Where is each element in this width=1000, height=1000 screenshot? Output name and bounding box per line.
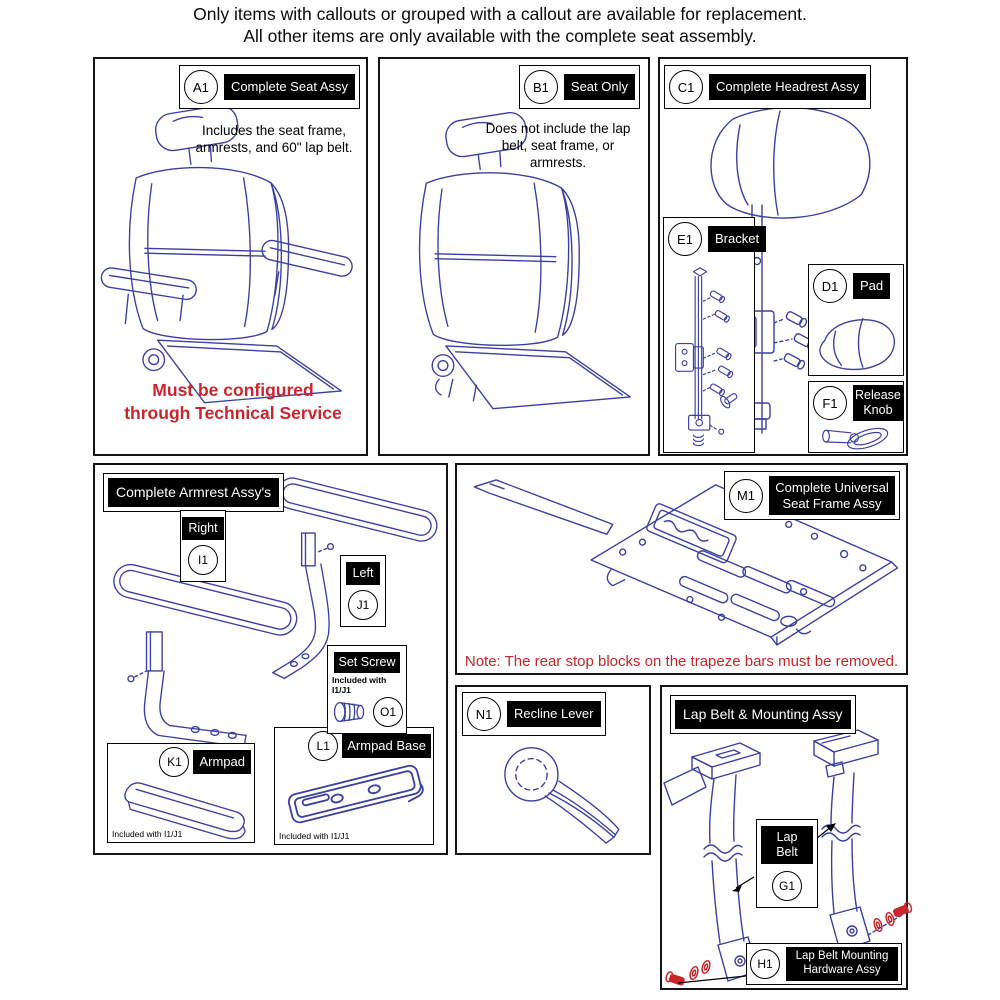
callout-circle-l1: L1	[308, 731, 338, 761]
headrest-bracket-illustration	[672, 262, 746, 448]
set-screw-label: Set Screw	[334, 652, 401, 673]
callout-circle-h1: H1	[750, 949, 780, 979]
callout-pad	[809, 265, 903, 307]
set-screw-note: Included with I1/J1	[332, 675, 387, 695]
callout-circle-g1: G1	[772, 871, 802, 901]
panel-complete-seat-assy	[93, 57, 368, 456]
header-line-1: Only items with callouts or grouped with a callout are available for replacement.	[193, 4, 807, 24]
lap-belt-label: Lap Belt	[761, 826, 813, 864]
set-screw-illustration	[331, 697, 369, 727]
recline-lever-label: Recline Lever	[507, 701, 601, 727]
panel-complete-headrest-assy	[658, 57, 908, 456]
part-box-armpad-base	[274, 727, 434, 845]
panel-seat-frame	[455, 463, 908, 675]
seat-frame-note: Note: The rear stop blocks on the trapeze bars must be removed.	[464, 653, 899, 670]
seat-only-label: Seat Only	[564, 74, 635, 100]
panel-recline-lever	[455, 685, 651, 855]
lap-belt-hardware-label: Lap Belt Mounting Hardware Assy	[786, 947, 898, 981]
panel-seat-only	[378, 57, 650, 456]
part-box-bracket	[663, 217, 760, 453]
release-knob-illustration	[812, 422, 900, 452]
callout-circle-j1: J1	[348, 590, 378, 620]
page-header	[0, 4, 1000, 48]
armpad-label: Armpad	[193, 750, 251, 774]
headrest-pad-illustration	[811, 307, 903, 375]
armpad-note: Included with I1/J1	[112, 829, 183, 839]
part-box-release-knob	[808, 381, 904, 453]
callout-complete-seat-assy	[179, 65, 360, 109]
armpad-base-note: Included with I1/J1	[279, 831, 350, 841]
callout-circle-c1: C1	[669, 70, 703, 104]
complete-seat-assy-label: Complete Seat Assy	[224, 74, 355, 100]
seat-only-description: Does not include the lap belt, seat frame, or armrests.	[485, 121, 631, 170]
armrest-right-label: Right	[182, 517, 223, 540]
panel-complete-armrest-assys	[93, 463, 448, 855]
callout-circle-m1: M1	[729, 479, 763, 513]
callout-release-knob	[809, 382, 903, 424]
armpad-base-label: Armpad Base	[342, 734, 431, 758]
callout-circle-a1: A1	[184, 70, 218, 104]
callout-seat-only	[519, 65, 640, 109]
callout-set-screw	[327, 645, 407, 734]
armrest-panel-title: Complete Armrest Assy's	[108, 478, 279, 507]
bracket-label: Bracket	[708, 226, 766, 252]
panel-lap-belt	[660, 685, 908, 990]
callout-circle-n1: N1	[467, 697, 501, 731]
callout-circle-e1: E1	[668, 222, 702, 256]
armrest-panel-title-box	[103, 473, 284, 512]
armpad-base-illustration	[277, 750, 433, 840]
armpad-illustration	[110, 752, 252, 840]
complete-headrest-assy-label: Complete Headrest Assy	[709, 74, 866, 100]
pad-label: Pad	[853, 273, 890, 299]
callout-complete-headrest-assy	[664, 65, 871, 109]
armrest-left-label: Left	[346, 562, 381, 585]
seat-frame-label: Complete Universal Seat Frame Assy	[769, 476, 895, 515]
callout-bracket	[664, 218, 760, 260]
part-box-armpad	[107, 743, 255, 843]
callout-circle-k1: K1	[159, 747, 189, 777]
callout-circle-o1: O1	[373, 697, 403, 727]
callout-armrest-right	[180, 510, 226, 582]
callout-lap-belt	[756, 819, 818, 908]
callout-circle-f1: F1	[813, 386, 847, 420]
complete-seat-description: Includes the seat frame, armrests, and 60" lap belt.	[195, 123, 353, 155]
callout-lap-belt-hardware	[746, 943, 902, 985]
callout-circle-d1: D1	[813, 269, 847, 303]
callout-circle-b1: B1	[524, 70, 558, 104]
technical-service-warning: Must be configured through Technical Service	[124, 380, 342, 423]
lap-belt-panel-title-box	[670, 695, 856, 734]
callout-armrest-left	[340, 555, 386, 627]
callout-seat-frame	[724, 471, 900, 520]
callout-recline-lever	[462, 692, 606, 736]
release-knob-label: Release Knob	[853, 385, 903, 421]
lap-belt-panel-title: Lap Belt & Mounting Assy	[675, 700, 851, 729]
recline-lever-illustration	[479, 739, 629, 849]
header-line-2: All other items are only available with the complete seat assembly.	[243, 25, 757, 46]
part-box-pad	[808, 264, 904, 376]
callout-circle-i1: I1	[188, 545, 218, 575]
